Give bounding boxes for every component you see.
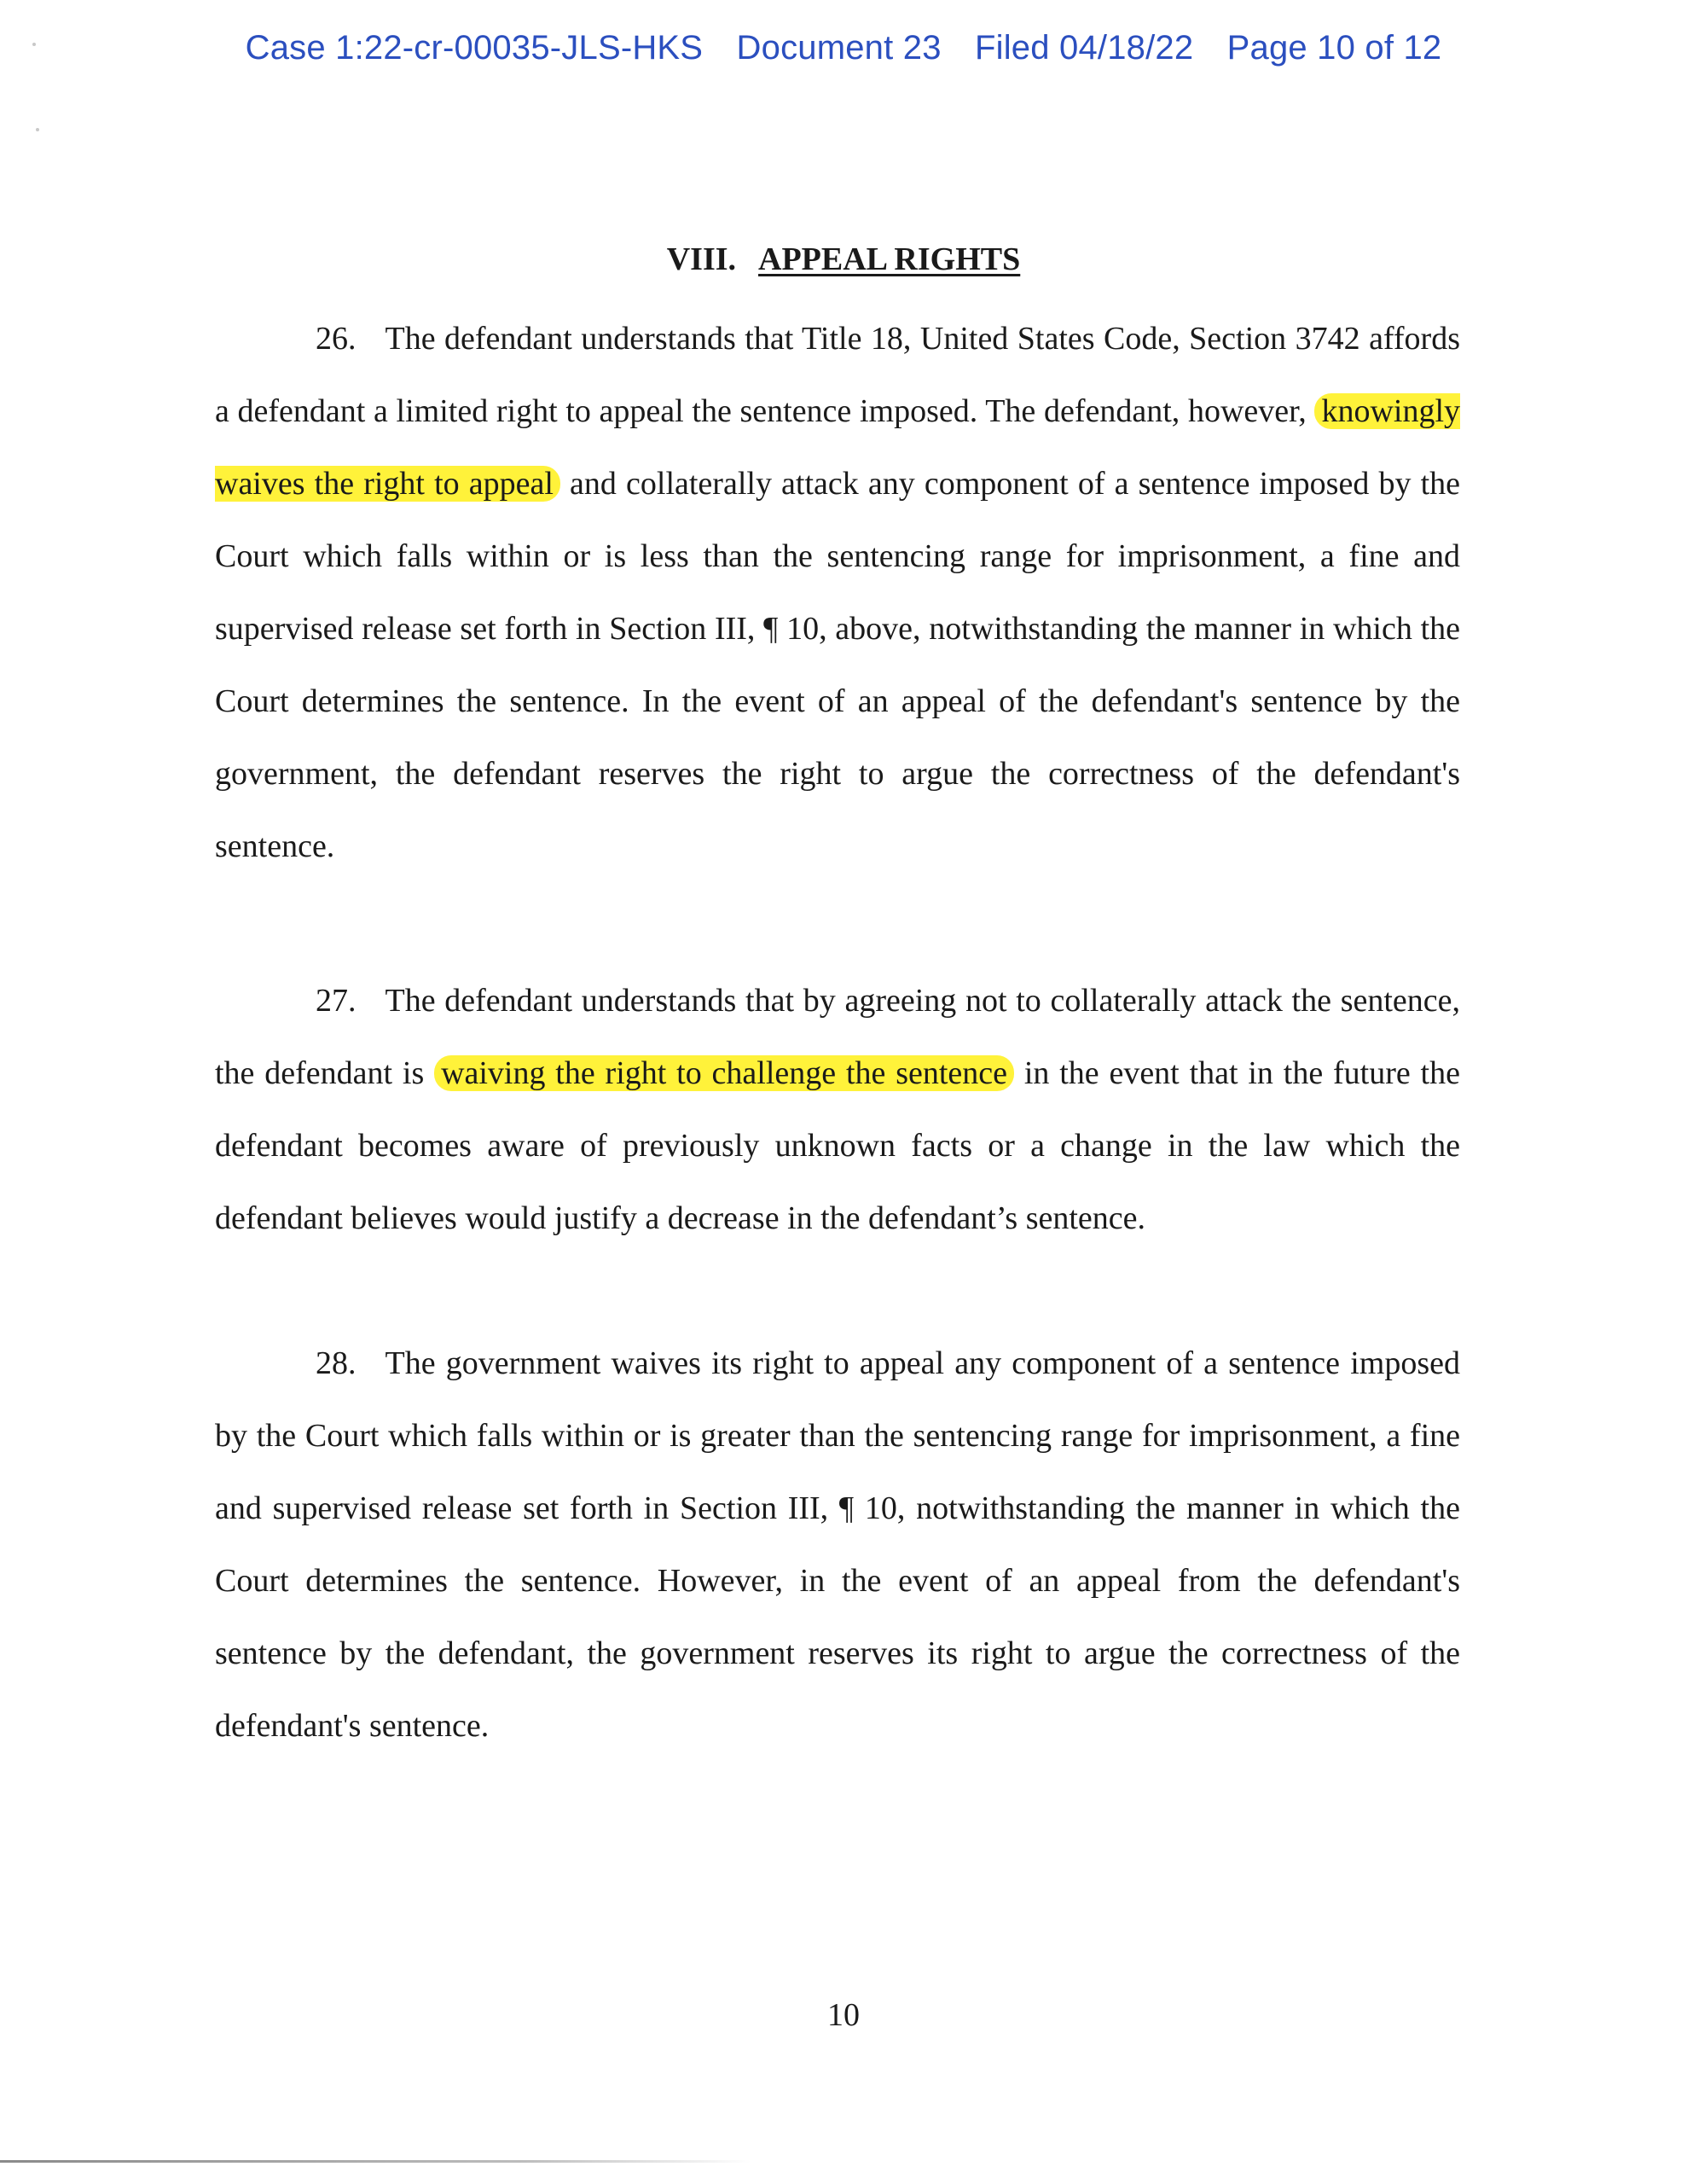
paragraph-28: [215, 1327, 1460, 1763]
paragraph-text: and collaterally attack any component of a sentence imposed by the Court which falls within or is less than the sentencing range for imprisonment, a fine and supervised release set forth in Section III, ¶ 10, above, notwithstanding the manner in which the Court determines the sentence. In the event of an appeal of the defendant's sentence by the government, the defendant reserves the right to argue the correctness of the defendant's sentence.: [215, 466, 1460, 864]
highlighted-text: waiving the right to challenge the sentence: [434, 1055, 1014, 1091]
paragraph-text: in the event that in the future the defendant becomes aware of previously unknown facts or a change in the law which the defendant believes would justify a decrease in the defendant’s sentence.: [215, 1055, 1460, 1236]
paragraph-26: [215, 303, 1460, 883]
paragraph-number: 26.: [316, 321, 357, 357]
scan-edge-line: [0, 2160, 751, 2163]
case-number: Case 1:22-cr-00035-JLS-HKS: [245, 29, 704, 67]
paragraph-text: The defendant understands that Title 18, United States Code, Section 3742 affords a defendant a limited right to appeal the sentence imposed. The defendant, however,: [215, 321, 1460, 429]
section-title: APPEAL RIGHTS: [758, 241, 1021, 277]
highlighted-text: knowingly waives the right to appeal: [215, 393, 1460, 502]
filing-header: [0, 29, 1687, 67]
filed-date: Filed 04/18/22: [974, 29, 1194, 67]
paragraph-number: 27.: [316, 983, 357, 1019]
paragraph-text: The government waives its right to appeal any component of a sentence imposed by the Court which falls within or is greater than the sentencing range for imprisonment, a fine and supervised release set forth in Section III, ¶ 10, notwithstanding the manner in which the Court determines the sentence. However, in the event of an appeal from the defendant's sentence by the defendant, the government reserves its right to argue the correctness of the defendant's sentence.: [215, 1345, 1460, 1744]
paragraph-number: 28.: [316, 1345, 357, 1381]
scan-speck: [36, 128, 39, 131]
page-of-pages: Page 10 of 12: [1226, 29, 1442, 67]
paragraph-27: [215, 965, 1460, 1255]
section-number: VIII.: [666, 241, 737, 277]
document-number: Document 23: [736, 29, 942, 67]
paragraph-text: The defendant understands that by agreeing not to collaterally attack the sentence, the defendant is: [215, 983, 1460, 1091]
page-number: 10: [827, 1997, 860, 2033]
section-heading: [0, 241, 1687, 278]
scan-speck: [32, 43, 36, 46]
